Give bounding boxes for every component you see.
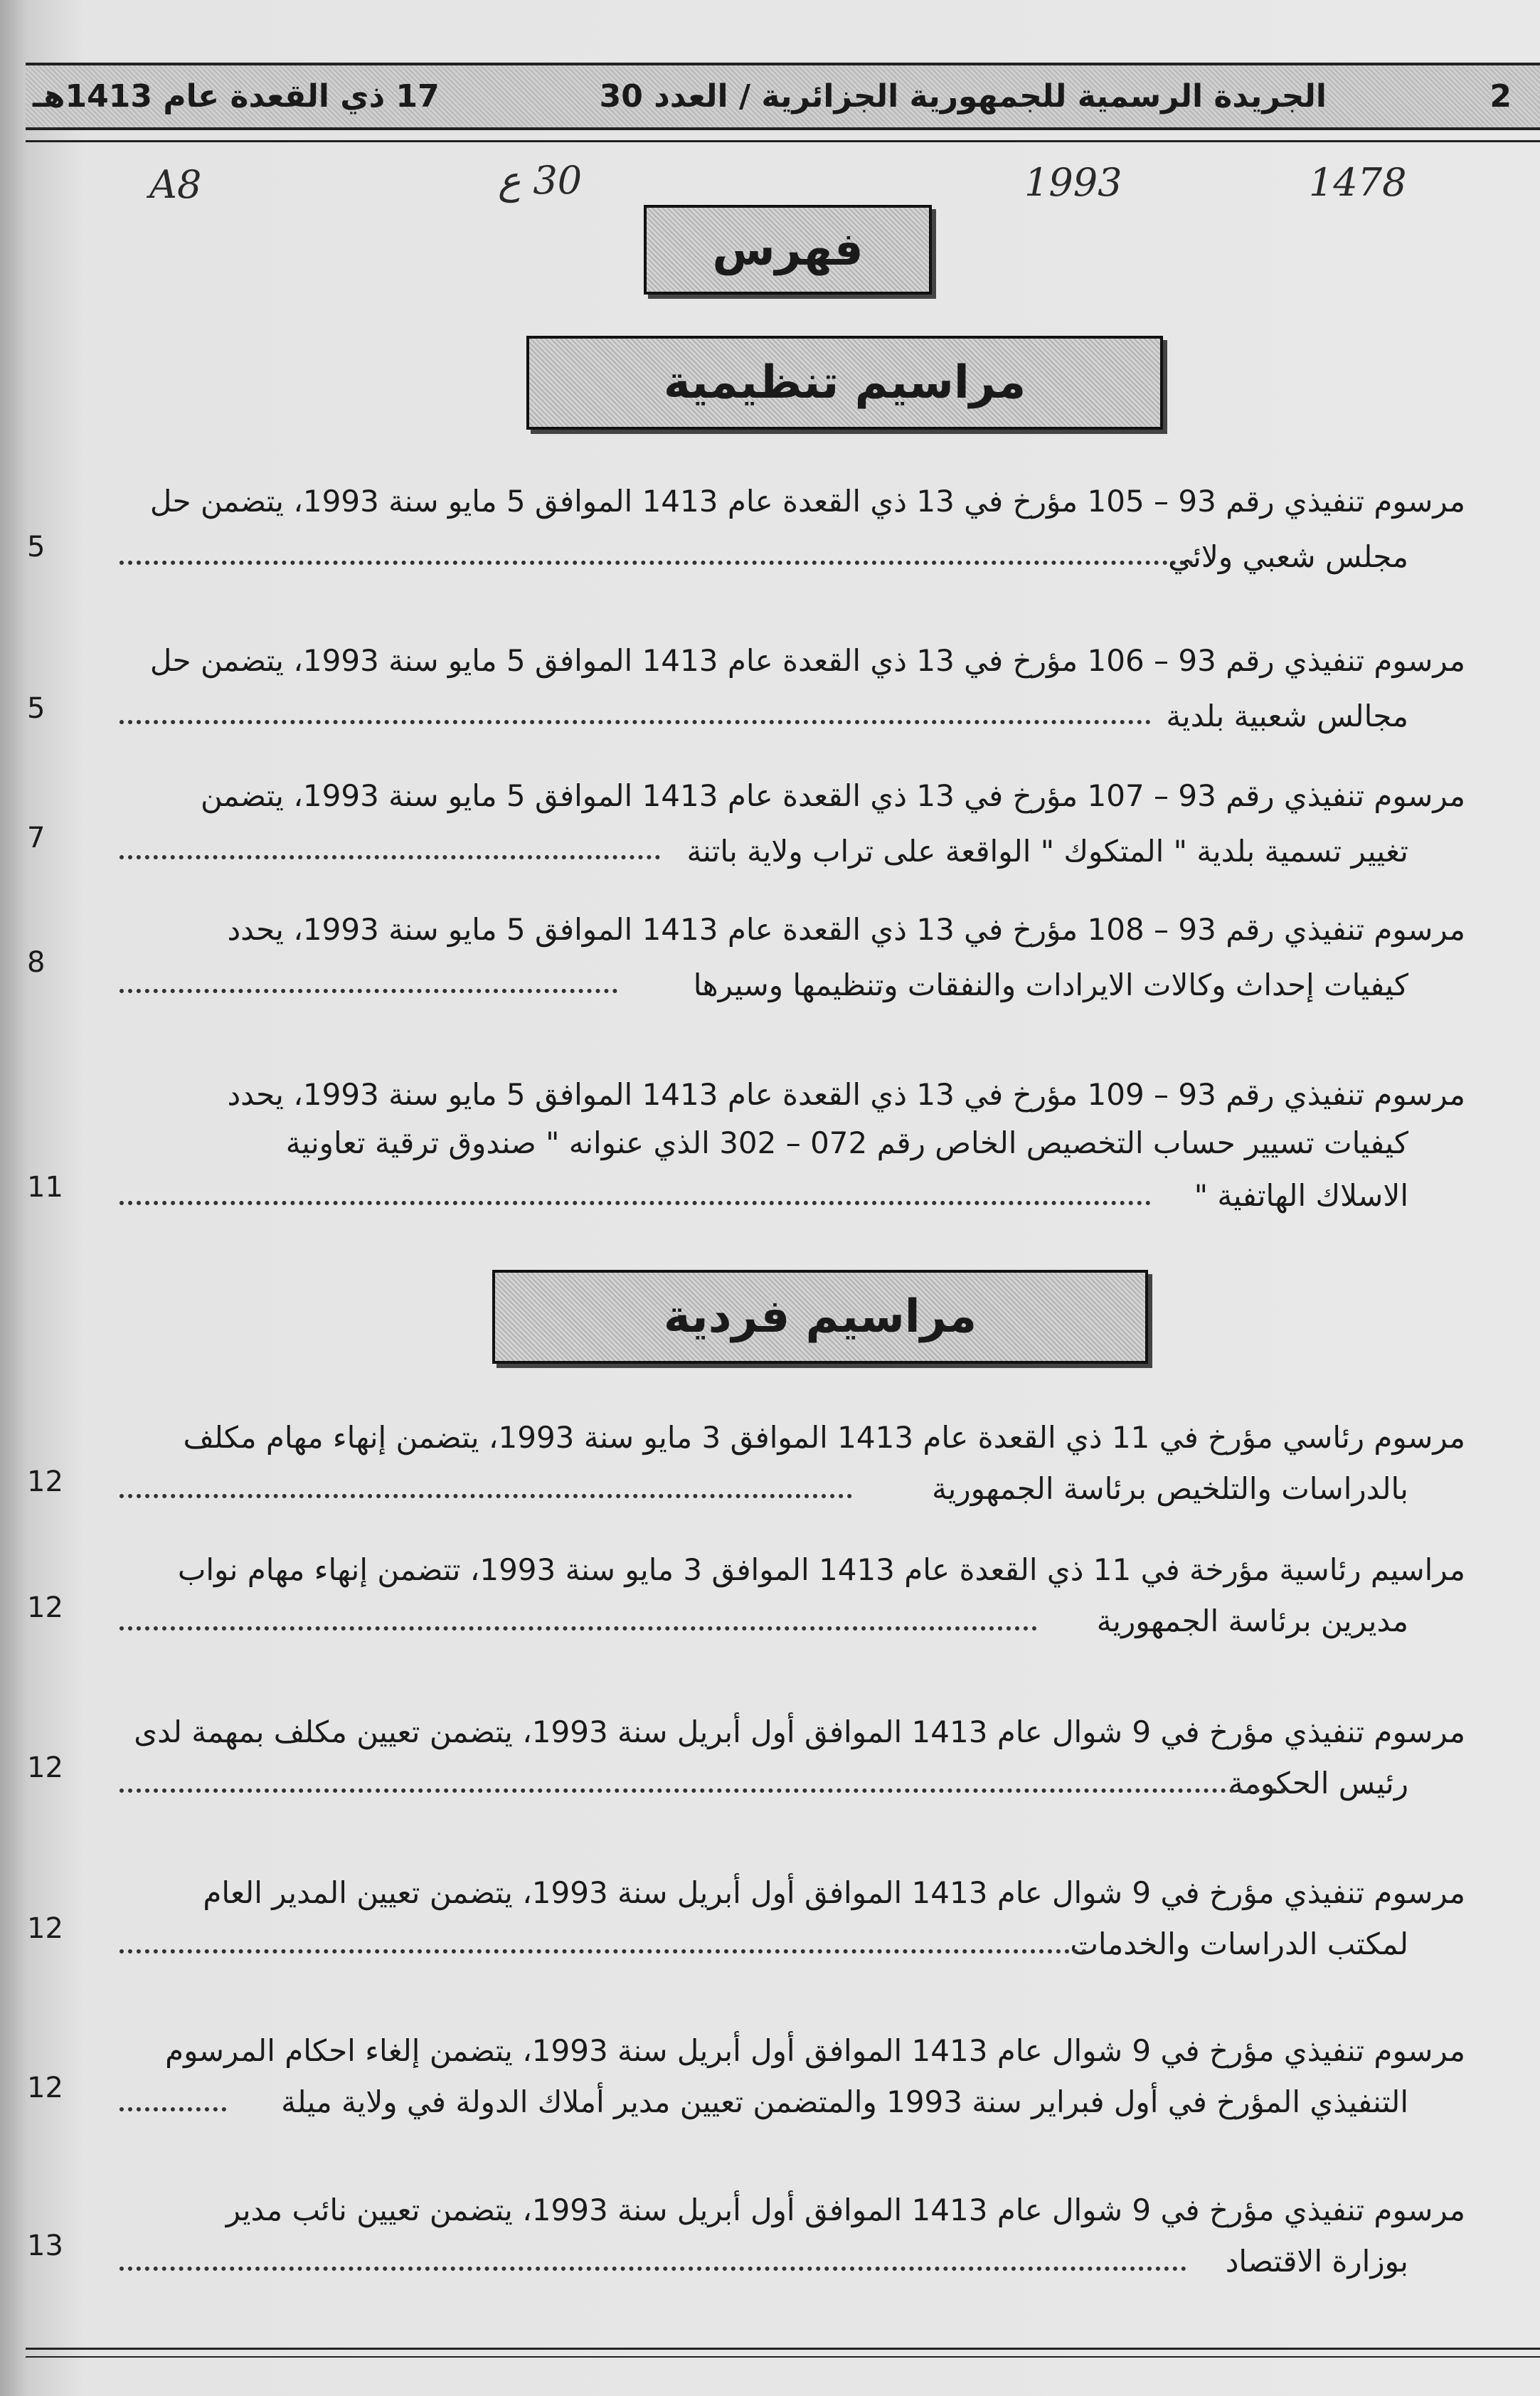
entry-line: مرسوم تنفيذي مؤرخ في 9 شوال عام 1413 الموافق أول أبريل سنة 1993، يتضمن تعيين المدير العام: [203, 1875, 1465, 1910]
footer-rule: [26, 2348, 1540, 2350]
list-item: [114, 1714, 1465, 1807]
index-title: فهرس: [712, 223, 864, 276]
entry-line: مرسوم تنفيذي رقم 93 – 108 مؤرخ في 13 ذي القعدة عام 1413 الموافق 5 مايو سنة 1993، يحدد: [227, 912, 1465, 947]
index-title-box: [644, 205, 932, 295]
leader-dots: [120, 1494, 852, 1498]
page-ref: 12: [27, 2072, 63, 2104]
entry-line: مرسوم تنفيذي مؤرخ في 9 شوال عام 1413 الموافق أول أبريل سنة 1993، يتضمن تعيين مكلف بمهمة لدى: [134, 1714, 1465, 1749]
entry-line: مرسوم رئاسي مؤرخ في 11 ذي القعدة عام 1413 الموافق 3 مايو سنة 1993، يتضمن إنهاء مهام مكلف: [183, 1420, 1465, 1455]
header-rule: [26, 140, 1540, 142]
entry-line: مرسوم تنفيذي رقم 93 – 106 مؤرخ في 13 ذي القعدة عام 1413 الموافق 5 مايو سنة 1993، يتضمن حل: [149, 643, 1465, 678]
entry-line: الاسلاك الهاتفية ": [1194, 1178, 1408, 1213]
entry-line: بالدراسات والتلخيص برئاسة الجمهورية: [932, 1471, 1408, 1506]
list-item: [114, 643, 1465, 736]
leader-dots: [120, 1788, 1286, 1793]
entry-line: بوزارة الاقتصاد: [1225, 2244, 1408, 2279]
page-ref: 12: [27, 1465, 63, 1498]
page-ref: 12: [27, 1591, 63, 1624]
entry-line: تغيير تسمية بلدية " المتكوك " الواقعة على تراب ولاية باتنة: [686, 834, 1408, 869]
page-ref: 5: [27, 531, 46, 563]
list-item: [114, 1875, 1465, 1968]
list-item: [114, 484, 1465, 576]
page-ref: 12: [27, 1751, 63, 1784]
entry-line: مرسوم تنفيذي رقم 93 – 109 مؤرخ في 13 ذي القعدة عام 1413 الموافق 5 مايو سنة 1993، يحدد: [227, 1077, 1465, 1112]
leader-dots: [120, 855, 660, 859]
list-item: [114, 2033, 1465, 2126]
entry-line: مراسيم رئاسية مؤرخة في 11 ذي القعدة عام 1413 الموافق 3 مايو سنة 1993، تتضمن إنهاء مهام نواب: [177, 1552, 1465, 1587]
header-page-number: 2: [1489, 78, 1512, 115]
footer-rule: [26, 2356, 1540, 2358]
entry-line: مجالس شعبية بلدية: [1166, 699, 1408, 733]
entry-line: لمكتب الدراسات والخدمات: [1070, 1926, 1408, 1961]
list-item: [114, 912, 1465, 1004]
leader-dots: [120, 2267, 1186, 2271]
leader-dots: [120, 1201, 1151, 1205]
page-ref: 11: [27, 1171, 63, 1204]
entry-line: التنفيذي المؤرخ في أول فبراير سنة 1993 والمتضمن تعيين مدير أملاك الدولة في ولاية ميلة: [281, 2084, 1408, 2119]
page-ref: 8: [27, 946, 46, 979]
leader-dots: [120, 720, 1151, 724]
handwritten-note-middle: 30 ع: [498, 158, 583, 203]
list-item: [114, 1420, 1465, 1512]
entry-line: مرسوم تنفيذي رقم 93 – 105 مؤرخ في 13 ذي القعدة عام 1413 الموافق 5 مايو سنة 1993، يتضمن حل: [149, 484, 1465, 519]
page-ref: 7: [27, 822, 46, 854]
handwritten-note-year: 1993: [1024, 160, 1122, 205]
leader-dots: [120, 2107, 226, 2111]
entry-line: مرسوم تنفيذي مؤرخ في 9 شوال عام 1413 الموافق أول أبريل سنة 1993، يتضمن إلغاء احكام المرسوم: [165, 2033, 1465, 2068]
page-header: [26, 63, 1540, 130]
handwritten-note-right: 1478: [1309, 160, 1407, 205]
leader-dots: [120, 989, 617, 993]
page-ref: 12: [27, 1912, 63, 1945]
handwritten-note-left: A8: [149, 162, 202, 207]
individual-section-title: مراسيم فردية: [663, 1290, 977, 1343]
entry-line: كيفيات تسيير حساب التخصيص الخاص رقم 072 – 302 الذي عنوانه " صندوق ترقية تعاونية: [285, 1125, 1408, 1160]
list-item: [114, 2193, 1465, 2285]
header-date: 17 ذي القعدة عام 1413هـ: [33, 78, 440, 115]
page-ref: 13: [27, 2230, 63, 2262]
header-title: الجريدة الرسمية للجمهورية الجزائرية / العدد 30: [599, 78, 1327, 115]
list-item: [114, 778, 1465, 871]
page-ref: 5: [27, 692, 46, 725]
entry-line: مرسوم تنفيذي مؤرخ في 9 شوال عام 1413 الموافق أول أبريل سنة 1993، يتضمن تعيين نائب مدير: [225, 2193, 1465, 2227]
list-item: [114, 1552, 1465, 1645]
entry-line: رئيس الحكومة: [1228, 1766, 1408, 1801]
list-item: [114, 1077, 1465, 1219]
leader-dots: [120, 1626, 1037, 1631]
regulatory-title-box: [526, 336, 1163, 430]
individual-title-box: [492, 1270, 1148, 1364]
entry-line: مديرين برئاسة الجمهورية: [1096, 1603, 1408, 1638]
entry-line: مجلس شعبي ولائي: [1168, 539, 1408, 574]
entry-line: كيفيات إحداث وكالات الايرادات والنفقات وتنظيمها وسيرها: [693, 968, 1408, 1002]
leader-dots: [120, 1949, 1087, 1954]
entry-line: مرسوم تنفيذي رقم 93 – 107 مؤرخ في 13 ذي القعدة عام 1413 الموافق 5 مايو سنة 1993، يتضمن: [200, 778, 1465, 813]
leader-dots: [120, 561, 1194, 565]
regulatory-section-title: مراسيم تنظيمية: [663, 356, 1026, 409]
